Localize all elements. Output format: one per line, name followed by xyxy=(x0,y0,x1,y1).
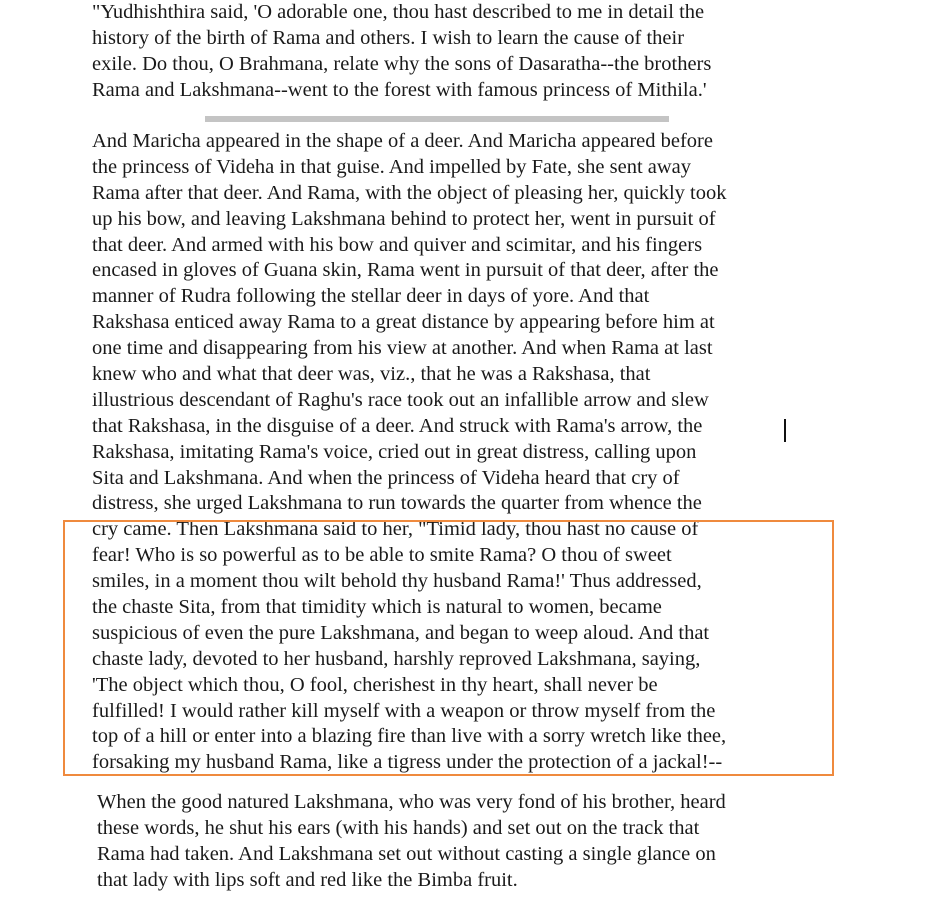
text-line: that lady with lips soft and red like the Bimba fruit. xyxy=(97,868,518,891)
main-paragraph xyxy=(92,129,727,776)
text-line: Rama and Lakshmana--went to the forest with famous princess of Mithila.' xyxy=(92,78,707,101)
closing-paragraph xyxy=(97,790,726,894)
text-line: these words, he shut his ears (with his hands) and set out on the track that xyxy=(97,816,700,839)
text-cursor xyxy=(784,419,786,442)
text-line: that Rakshasa, in the disguise of a deer. And struck with Rama's arrow, the xyxy=(92,414,703,437)
text-line: the chaste Sita, from that timidity which is natural to women, became xyxy=(92,596,662,619)
text-line: knew who and what that deer was, viz., that he was a Rakshasa, that xyxy=(92,363,651,386)
text-line: fulfilled! I would rather kill myself with a weapon or throw myself from the xyxy=(92,699,716,722)
text-line: illustrious descendant of Raghu's race took out an infallible arrow and slew xyxy=(92,388,709,411)
text-line: When the good natured Lakshmana, who was very fond of his brother, heard xyxy=(97,791,726,813)
text-line: 'The object which thou, O fool, cherishest in thy heart, shall never be xyxy=(92,673,658,696)
text-line: And Maricha appeared in the shape of a deer. And Maricha appeared before xyxy=(92,130,713,152)
intro-paragraph xyxy=(92,0,711,104)
text-line: that deer. And armed with his bow and quiver and scimitar, and his fingers xyxy=(92,233,703,256)
text-line: "Yudhishthira said, 'O adorable one, thou hast described to me in detail the xyxy=(92,1,705,23)
text-line: encased in gloves of Guana skin, Rama went in pursuit of that deer, after the xyxy=(92,259,719,282)
text-line: distress, she urged Lakshmana to run towards the quarter from whence the xyxy=(92,492,702,515)
text-line: up his bow, and leaving Lakshmana behind to protect her, went in pursuit of xyxy=(92,207,716,230)
text-line: Rama had taken. And Lakshmana set out without casting a single glance on xyxy=(97,842,716,865)
text-line: smiles, in a moment thou wilt behold thy husband Rama!' Thus addressed, xyxy=(92,570,702,593)
text-line: one time and disappearing from his view at another. And when Rama at last xyxy=(92,337,713,360)
text-line: fear! Who is so powerful as to be able to smite Rama? O thou of sweet xyxy=(92,544,672,567)
text-line: forsaking my husband Rama, like a tigress under the protection of a jackal!-- xyxy=(92,751,723,774)
text-line: top of a hill or enter into a blazing fire than live with a sorry wretch like thee, xyxy=(92,725,727,748)
text-line: Rakshasa, imitating Rama's voice, cried out in great distress, calling upon xyxy=(92,440,697,463)
text-line: the princess of Videha in that guise. And impelled by Fate, she sent away xyxy=(92,155,692,178)
text-line: chaste lady, devoted to her husband, harshly reproved Lakshmana, saying, xyxy=(92,647,701,670)
text-line: Rakshasa enticed away Rama to a great distance by appearing before him at xyxy=(92,311,715,334)
text-line: exile. Do thou, O Brahmana, relate why the sons of Dasaratha--the brothers xyxy=(92,52,712,75)
text-line: suspicious of even the pure Lakshmana, and began to weep aloud. And that xyxy=(92,621,710,644)
text-line: Rama after that deer. And Rama, with the object of pleasing her, quickly took xyxy=(92,181,727,204)
text-line: Sita and Lakshmana. And when the princess of Videha heard that cry of xyxy=(92,466,680,489)
text-line: cry came. Then Lakshmana said to her, "Timid lady, thou hast no cause of xyxy=(92,518,699,541)
text-line: history of the birth of Rama and others. I wish to learn the cause of their xyxy=(92,26,685,49)
text-line: manner of Rudra following the stellar deer in days of yore. And that xyxy=(92,285,650,308)
section-divider xyxy=(205,116,669,122)
